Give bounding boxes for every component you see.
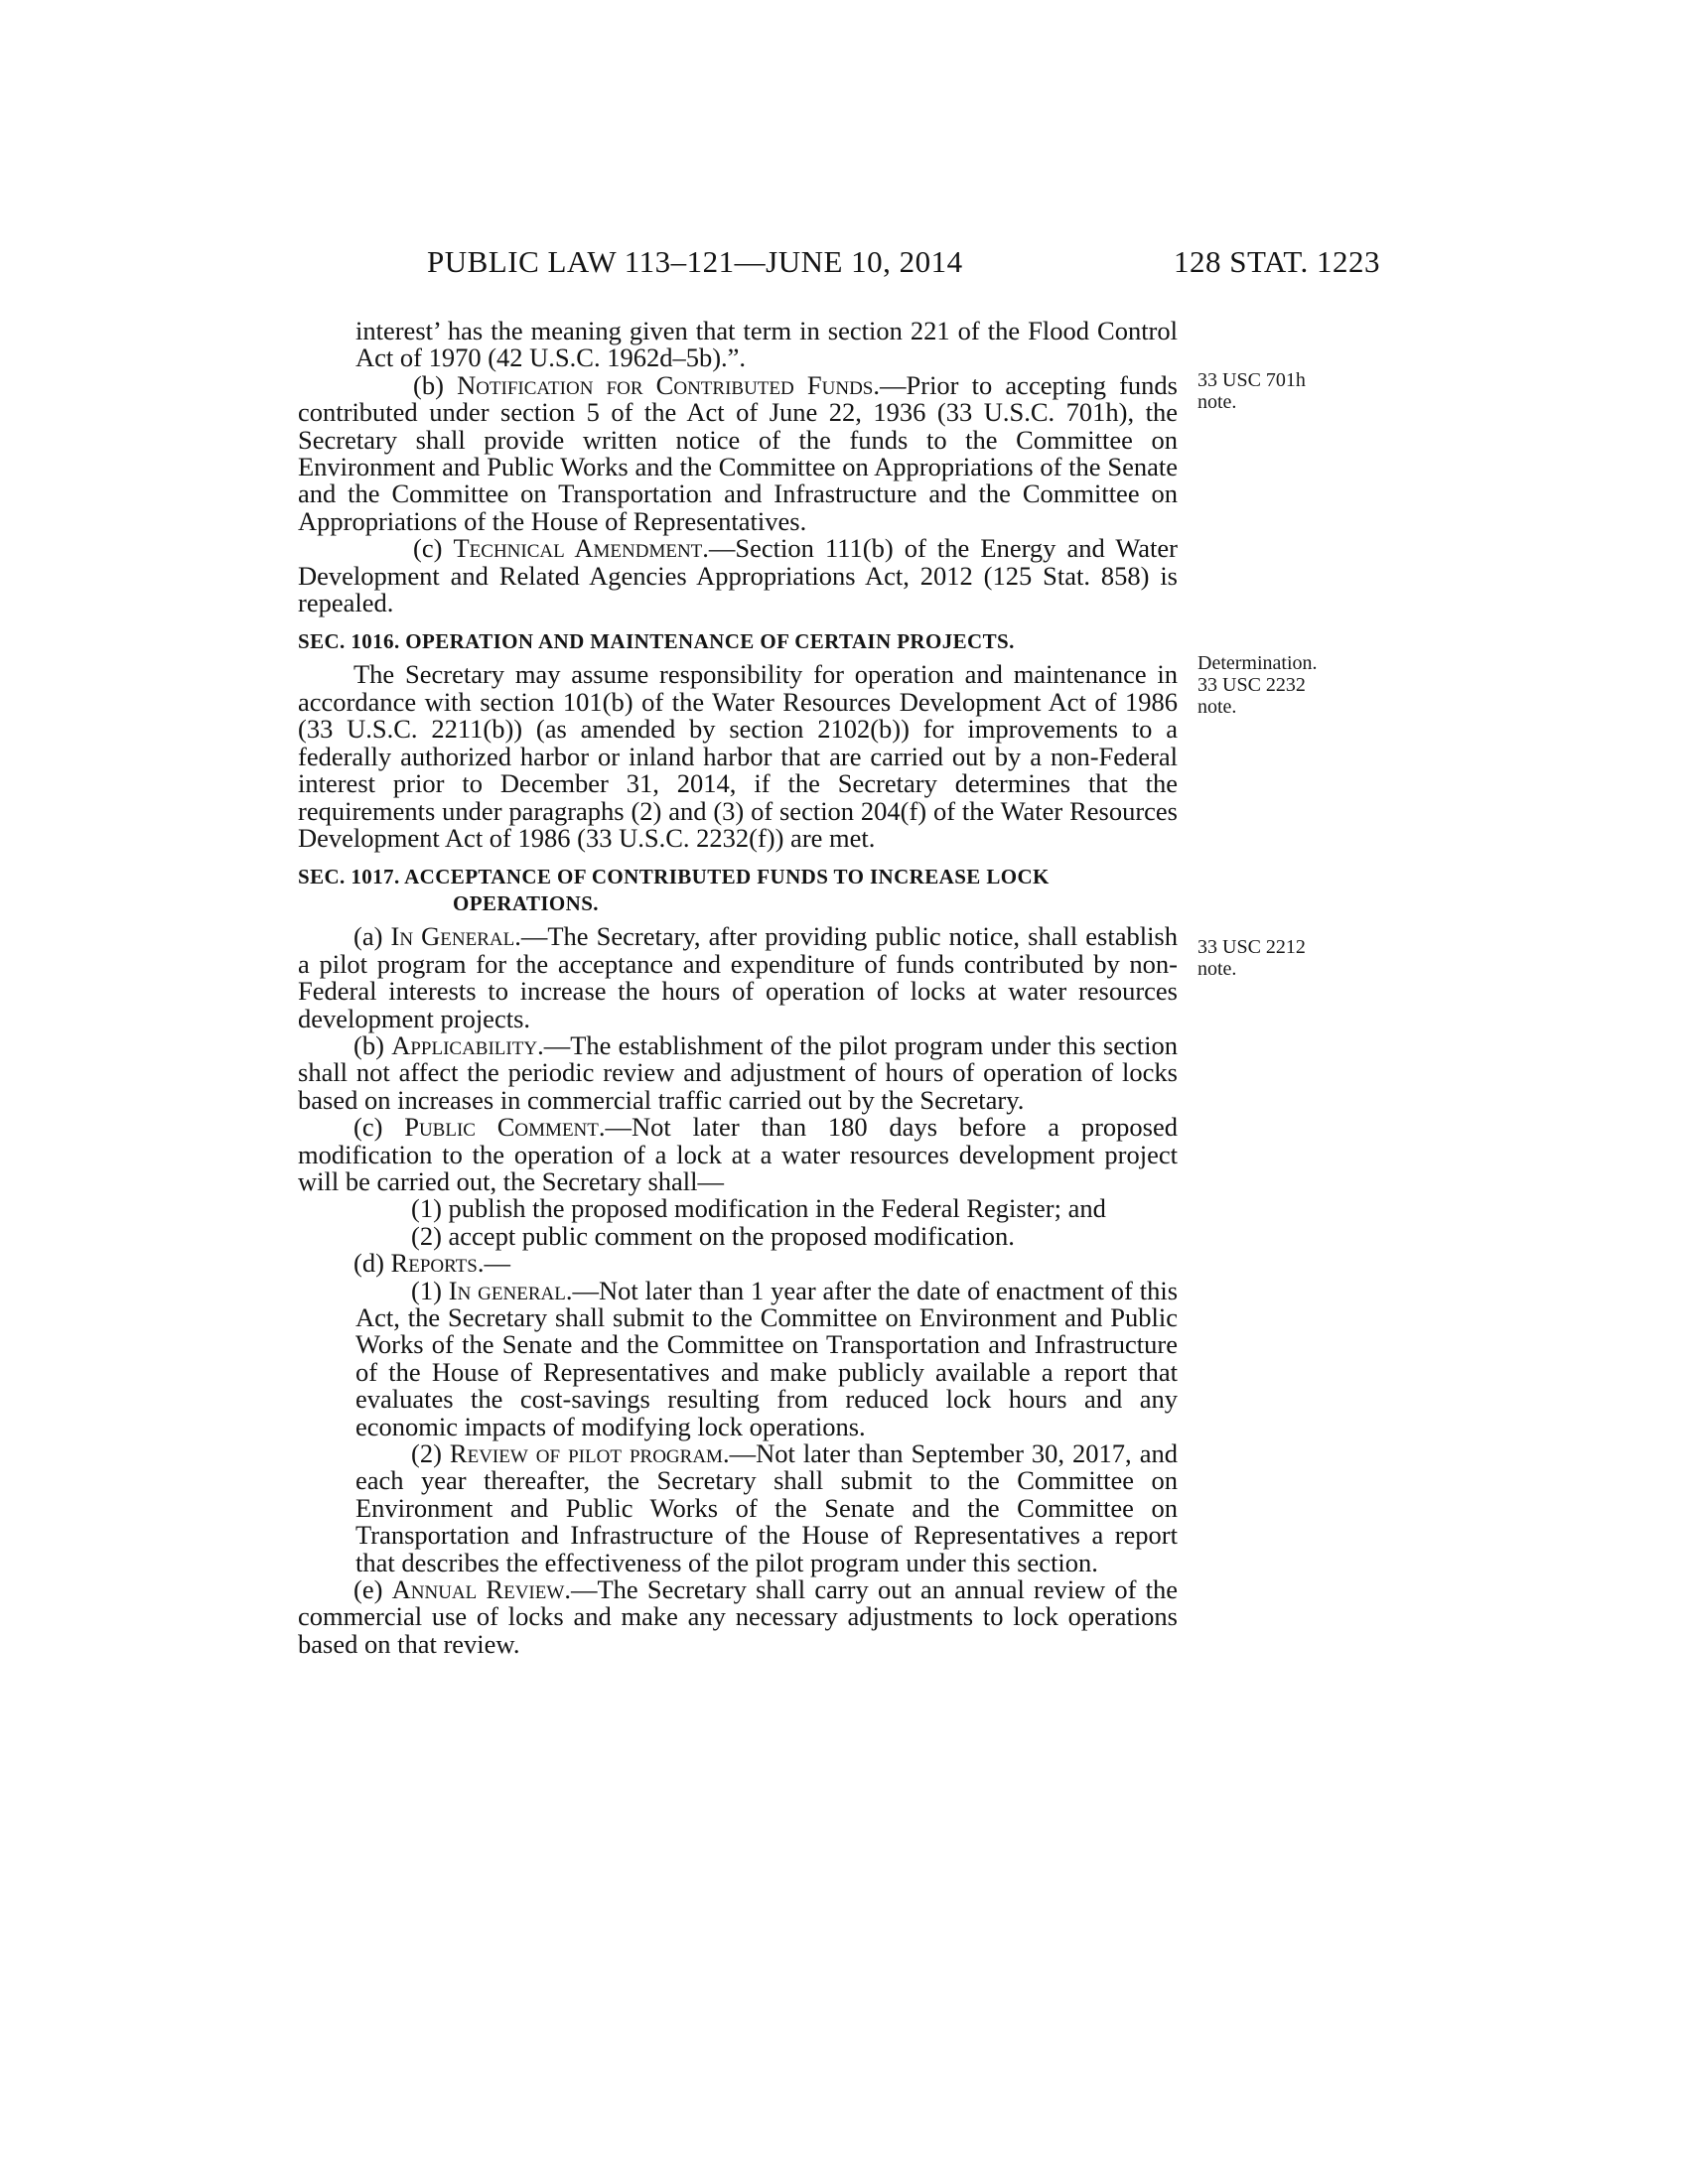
paragraph-c2: (2) accept public comment on the proposed modification. <box>411 1220 1015 1251</box>
paragraph-technical-amendment <box>298 535 1178 616</box>
margin-note-line: 33 USC 2232 <box>1197 674 1306 696</box>
paragraph-text: .—Not later than 1 year after the date of enactment of this Act, the Secretary shall submit to the Committee on Environment and Public Works of the Senate and the Committee on Transportation and Infrastructure of the House of Representatives and make publicly available a report that evaluates the cost-savings resulting from reduced lock hours and any economic impacts of modifying lock operations. <box>355 1275 1179 1441</box>
margin-note-line: note. <box>1197 391 1237 413</box>
paragraph-label: (2) <box>411 1438 450 1469</box>
paragraph-heading: Annual Review <box>391 1574 565 1605</box>
running-header-page-number: 128 STAT. 1223 <box>1173 244 1380 279</box>
paragraph-d2 <box>298 1440 1178 1576</box>
paragraph-label: (c) <box>353 1112 405 1143</box>
paragraph-heading: Reports <box>390 1248 478 1279</box>
paragraph-text: .— <box>477 1248 510 1279</box>
section-1016-heading: SEC. 1016. OPERATION AND MAINTENANCE OF CERTAIN PROJECTS. <box>298 629 1015 654</box>
paragraph-text: .—The Secretary, after providing public notice, shall establish a pilot program for the acceptance and expenditure of funds contributed by non-Federal interests to increase the hours of operation of locks at water resources development projects. <box>298 921 1178 1033</box>
paragraph-heading: Public Comment <box>404 1112 599 1143</box>
document-body <box>298 318 1178 1658</box>
paragraph-label: (d) <box>353 1248 391 1279</box>
paragraph-c1: (1) publish the proposed modification in the Federal Register; and <box>411 1193 1106 1224</box>
paragraph-text: .—Section 111(b) of the Energy and Water Development and Related Agencies Appropriations Act, 2012 (125 Stat. 858) is repealed. <box>298 533 1178 618</box>
subsection-e <box>298 1576 1178 1658</box>
section-1016-text: The Secretary may assume responsibility for operation and maintenance in accordance with section 101(b) of the Water Resources Development Act of 1986 (33 U.S.C. 2211(b)) (as amended by section 2102(b)) for improvements to a federally authorized harbor or inland harbor that are carried out by a non-Federal interest prior to December 31, 2014, if the Secretary determines that the requirements under paragraphs (2) and (3) of section 204(f) of the Water Resources Development Act of 1986 (33 U.S.C. 2232(f)) are met. <box>298 659 1178 853</box>
paragraph-heading: Notification for Contributed Funds <box>457 369 874 400</box>
paragraph-label: (1) <box>411 1275 449 1305</box>
paragraph-text: .—The Secretary shall carry out an annual review of the commercial use of locks and make any necessary adjustments to lock operations based on that review. <box>298 1574 1178 1659</box>
paragraph-text: .—Not later than 180 days before a proposed modification to the operation of a lock at a water resources development project will be carried out, the Secretary shall— <box>298 1112 1178 1196</box>
paragraph-d1 <box>298 1275 1179 1441</box>
paragraph-heading: In General <box>390 921 515 952</box>
paragraph-label: (c) <box>413 533 454 564</box>
paragraph-heading: In general <box>448 1275 566 1305</box>
section-1017-heading <box>298 864 1178 917</box>
paragraph-continuation: interest’ has the meaning given that term in section 221 of the Flood Control Act of 1970 (42 U.S.C. 1962d–5b).”. <box>355 316 1178 373</box>
margin-note-2212 <box>1197 936 1306 980</box>
paragraph-label: (b) <box>413 369 458 400</box>
margin-note-line: note. <box>1197 696 1237 718</box>
section-heading-line-2: OPERATIONS. <box>453 891 599 916</box>
paragraph-text: .—The establishment of the pilot program under this section shall not affect the periodic review and adjustment of hours of operation of locks based on increases in commercial traffic carried out by the Secretary. <box>298 1029 1178 1115</box>
subsection-a <box>298 923 1178 1032</box>
margin-note-line: Determination. <box>1197 652 1318 674</box>
subsection-b <box>298 1029 1178 1115</box>
section-heading-line-1: SEC. 1017. ACCEPTANCE OF CONTRIBUTED FUNDS TO INCREASE LOCK <box>298 865 1050 889</box>
paragraph-text: .—Prior to accepting funds contributed under section 5 of the Act of June 22, 1936 (33 U.S.C. 701h), the Secretary shall provide written notice of the funds to the Committee on Environment and Public Works and the Committee on Appropriations of the Senate and the Committee on Transportation and Infrastructure and the Committee on Appropriations of the House of Representatives. <box>298 369 1178 536</box>
paragraph-heading: Applicability <box>391 1029 538 1060</box>
paragraph-heading: Technical Amendment <box>453 533 703 564</box>
running-header-title: PUBLIC LAW 113–121—JUNE 10, 2014 <box>427 244 963 279</box>
margin-note-line: 33 USC 701h <box>1197 369 1306 391</box>
paragraph-label: (a) <box>353 921 391 952</box>
paragraph-text: .—Not later than September 30, 2017, and each year thereafter, the Secretary shall submit to the Committee on Environment and Public Works of the Senate and the Committee on Transportation and Infrastructure of the House of Representatives a report that describes the effectiveness of the pilot program under this section. <box>355 1438 1178 1577</box>
paragraph-label: (b) <box>353 1029 392 1060</box>
subsection-d <box>298 1250 1178 1277</box>
margin-note-line: note. <box>1197 958 1237 980</box>
paragraph-label: (e) <box>353 1574 392 1605</box>
subsection-c <box>298 1114 1178 1195</box>
margin-note-2232 <box>1197 652 1318 718</box>
paragraph-notification <box>298 369 1178 536</box>
margin-note-701h <box>1197 369 1306 413</box>
paragraph-heading: Review of pilot program <box>449 1438 723 1469</box>
margin-note-line: 33 USC 2212 <box>1197 936 1306 958</box>
